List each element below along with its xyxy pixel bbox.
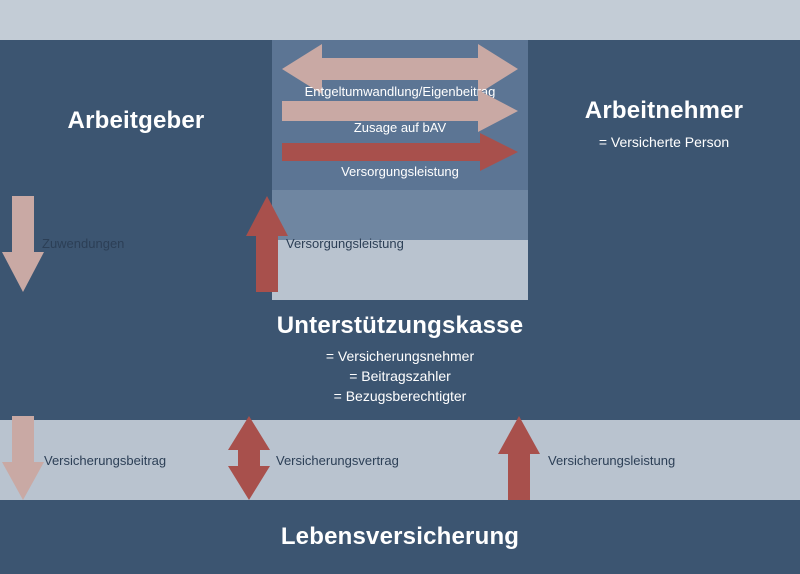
box-unterstuetzungskasse-title: Unterstützungskasse [276,312,524,340]
box-arbeitnehmer-subtitle-1: = Versicherte Person [598,134,730,151]
box-arbeitnehmer-title: Arbeitnehmer [584,97,744,124]
arrow-entgeltumwandlung-label: Entgeltumwandlung/Eigenbeitrag [304,84,496,99]
box-unterstuetzungskasse-subtitle-1: = Versicherungsnehmer [325,347,475,364]
box-unterstuetzungskasse-subtitle-2: = Beitragszahler [349,368,451,385]
arrow-zuwendungen [0,196,46,292]
arrow-versicherungsvertrag-label: Versicherungsvertrag [276,453,399,468]
arrow-versicherungsvertrag [226,416,272,500]
arrow-versorgungsleistung-mid [244,196,290,292]
arrow-versicherungsbeitrag [0,416,46,500]
arrow-zuwendungen-label: Zuwendungen [42,236,125,251]
arrow-versorgungsleistung-top-label: Versorgungsleistung [341,164,459,179]
arrow-versicherungsleistung-label: Versicherungsleistung [548,453,676,468]
box-lebensversicherung [0,500,800,574]
box-unterstuetzungskasse-subtitle-3: = Bezugsberechtigter [333,388,467,405]
box-unterstuetzungskasse [0,300,800,420]
box-arbeitgeber-title: Arbeitgeber [67,107,205,134]
arrow-versicherungsbeitrag-label: Versicherungsbeitrag [44,453,167,468]
box-lebensversicherung-title: Lebensversicherung [280,522,520,550]
arrow-versorgungsleistung-mid-label: Versorgungsleistung [286,236,404,251]
arrow-versicherungsleistung [496,416,542,500]
box-arbeitnehmer [528,40,800,300]
arrow-zusage-bav-label: Zusage auf bAV [353,120,447,135]
